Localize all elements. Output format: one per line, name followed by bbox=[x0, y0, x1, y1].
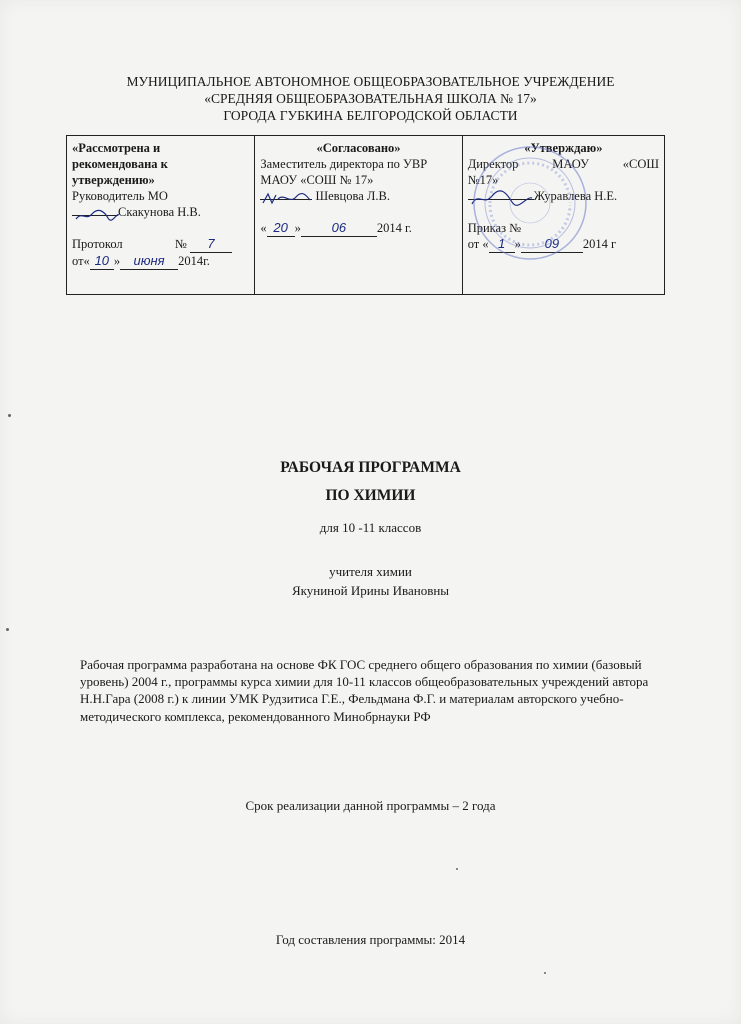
agreed-month: 06 bbox=[331, 220, 347, 235]
header-line-2: «СРЕДНЯЯ ОБЩЕОБРАЗОВАТЕЛЬНАЯ ШКОЛА № 17» bbox=[204, 91, 537, 106]
handwritten-signature-icon bbox=[260, 191, 312, 207]
date-prefix: от « bbox=[467, 237, 489, 251]
reviewed-column bbox=[67, 136, 255, 294]
date-prefix: от« bbox=[72, 254, 90, 268]
reviewed-date: от« 10 » июня 2014г. bbox=[72, 253, 210, 268]
teacher-name: Якуниной Ирины Ивановны bbox=[291, 583, 450, 598]
school-header bbox=[0, 73, 741, 124]
reviewed-protocol bbox=[72, 236, 249, 253]
agreed-year: 2014 г. bbox=[376, 221, 412, 235]
number-sign: № bbox=[174, 237, 187, 251]
agreed-title: «Согласовано» bbox=[316, 141, 401, 155]
program-subject: ПО ХИМИИ bbox=[325, 487, 416, 504]
scan-speck bbox=[6, 628, 9, 631]
approved-role-word-3: «СОШ bbox=[622, 157, 660, 171]
scan-speck bbox=[8, 414, 11, 417]
program-term: Срок реализации данной программы – 2 года bbox=[245, 798, 496, 813]
protocol-number: 7 bbox=[207, 236, 215, 251]
reviewed-title-2: рекомендована к bbox=[72, 157, 168, 171]
agreed-role-1: Заместитель директора по УВР bbox=[260, 157, 428, 171]
approved-role-2: №17» bbox=[467, 173, 499, 187]
protocol-label: Протокол bbox=[72, 237, 123, 251]
scan-speck bbox=[544, 972, 546, 974]
day-blank bbox=[90, 253, 114, 270]
month-blank bbox=[301, 220, 377, 237]
approved-date: от « 1 » 09 2014 г bbox=[467, 236, 617, 251]
reviewed-role: Руководитель МО bbox=[72, 189, 168, 203]
approved-year: 2014 г bbox=[582, 237, 617, 251]
reviewed-signature-line bbox=[72, 204, 249, 220]
reviewed-title-3: утверждению» bbox=[72, 173, 155, 187]
approved-title: «Утверждаю» bbox=[524, 141, 603, 155]
agreed-signature-line bbox=[260, 188, 456, 204]
reviewed-month: июня bbox=[133, 253, 165, 268]
program-grades: для 10 -11 классов bbox=[319, 520, 422, 535]
approved-role-word-1: Директор bbox=[467, 157, 519, 171]
header-line-1: МУНИЦИПАЛЬНОЕ АВТОНОМНОЕ ОБЩЕОБРАЗОВАТЕЛЬНОЕ УЧРЕЖДЕНИЕ bbox=[126, 74, 615, 89]
agreed-column bbox=[255, 136, 462, 294]
agreed-date: « 20 » 06 2014 г. bbox=[260, 220, 412, 235]
signature-blank bbox=[260, 199, 312, 200]
teacher-role: учителя химии bbox=[329, 564, 412, 579]
scan-speck bbox=[456, 868, 458, 870]
reviewed-title-1: «Рассмотрена и bbox=[72, 141, 161, 155]
approved-name: Журавлева Н.Е. bbox=[533, 189, 618, 203]
approved-order: Приказ № bbox=[467, 221, 522, 235]
agreed-name: Шевцова Л.В. bbox=[315, 189, 390, 203]
agreed-day: 20 bbox=[273, 220, 288, 235]
header-line-3: ГОРОДА ГУБКИНА БЕЛГОРОДСКОЙ ОБЛАСТИ bbox=[223, 108, 518, 123]
program-year: Год составления программы: 2014 bbox=[275, 932, 466, 947]
signature-blank bbox=[72, 215, 118, 216]
handwritten-signature-icon bbox=[74, 209, 120, 223]
reviewed-name: Скакунова Н.В. bbox=[118, 205, 201, 219]
day-blank bbox=[267, 220, 295, 237]
reviewed-year: 2014г. bbox=[178, 254, 210, 268]
official-stamp-icon bbox=[467, 143, 590, 263]
program-title: РАБОЧАЯ ПРОГРАММА bbox=[280, 459, 461, 476]
approved-role-word-2: МАОУ bbox=[552, 157, 589, 171]
approved-day: 1 bbox=[498, 236, 506, 251]
protocol-number-blank bbox=[190, 236, 232, 253]
agreed-role-2: МАОУ «СОШ № 17» bbox=[260, 173, 374, 187]
month-blank bbox=[120, 253, 178, 270]
reviewed-day: 10 bbox=[94, 253, 110, 268]
approved-month: 09 bbox=[544, 236, 560, 251]
program-basis-paragraph: Рабочая программа разработана на основе ФК ГОС среднего общего образования по химии (базовый уровень) 2004 г., программы курса химии для 10-11 классов общеобразовательных учреждений автора Н.Н.Гара (2008 г.) к линии УМК Рудзитиса Г.Е., Фельдмана Ф.Г. и материалам авторского учебно-методического комплекса, рекомендованного Минобрнауки РФ bbox=[80, 657, 649, 724]
